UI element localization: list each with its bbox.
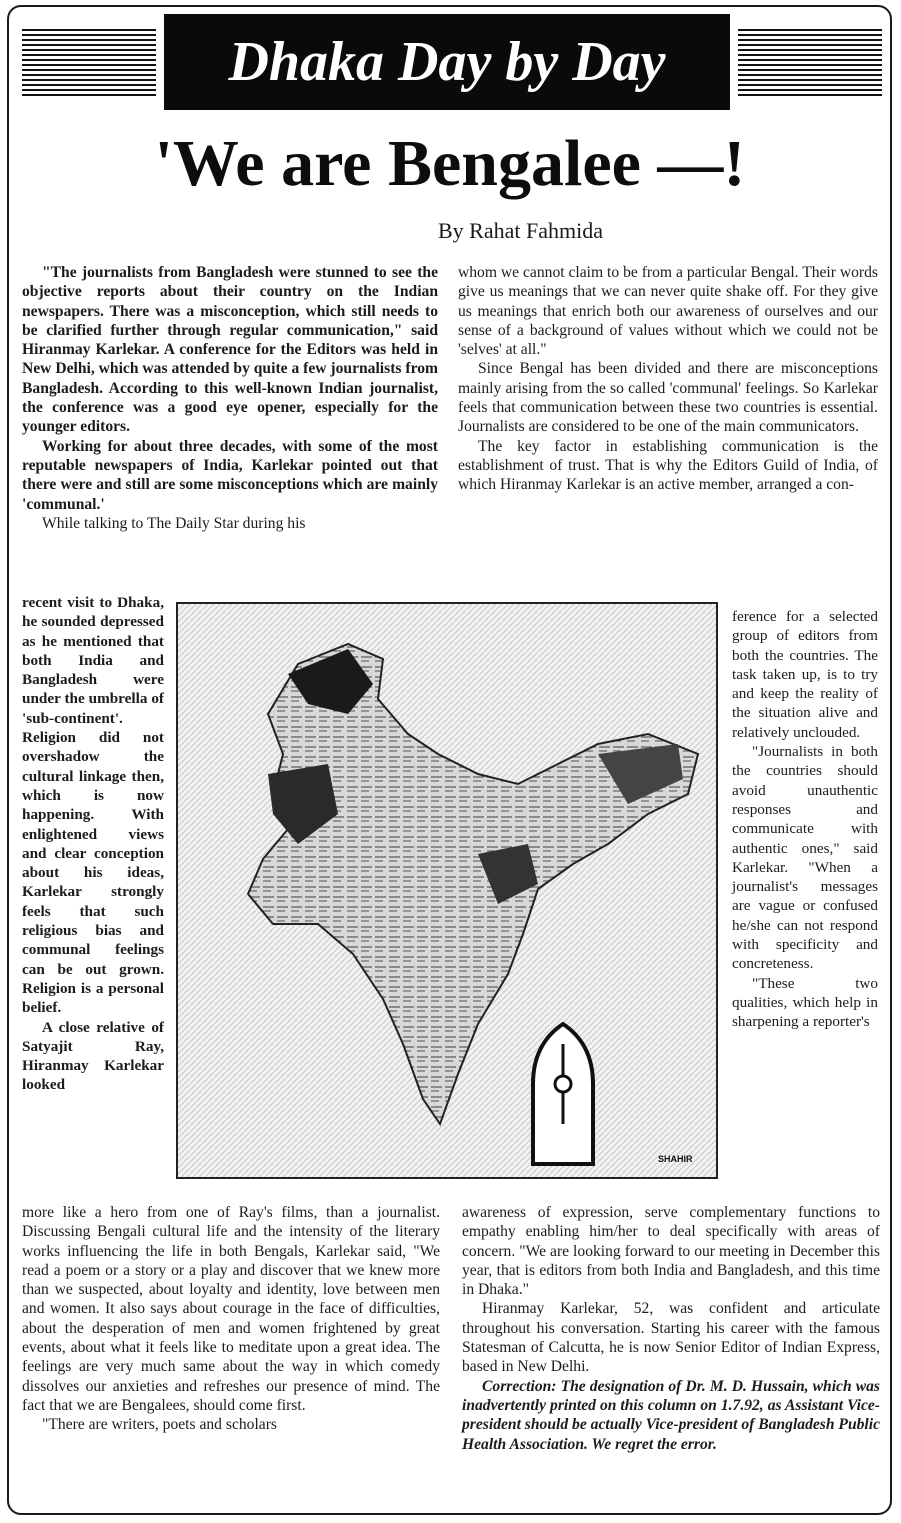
article-headline: 'We are Bengalee —!: [154, 127, 746, 200]
illustration-map-collage: [176, 602, 718, 1179]
paragraph: whom we cannot claim to be from a particular Bengal. Their words give us meanings that we can never quite shake off. For they give us meanings that enrich both our awareness of ourselves and our sense of a background of values without which we could not be 'selves' at all.": [458, 264, 878, 359]
paragraph: "Journalists in both the countries should avoid unauthentic responses and communicate with authentic ones," said Karlekar. "When a journalist's messages are vague or confused he/she can not respond with specificity and concreteness.: [732, 743, 878, 973]
pen-nib-icon: [533, 1024, 593, 1164]
right-column-top: [458, 263, 878, 495]
paragraph: The key factor in establishing communication is the establishment of trust. That is why the Editors Guild of India, of which Hiranmay Karlekar is an active member, arranged a con-: [458, 437, 878, 494]
paragraph: A close relative of Satyajit Ray, Hiranmay Karlekar looked: [22, 1018, 164, 1094]
byline-text: By Rahat Fahmida: [438, 218, 603, 243]
paragraph: "These two qualities, which help in sharpening a reporter's: [732, 974, 878, 1031]
paragraph: "There are writers, poets and scholars: [42, 1416, 277, 1434]
correction-note: Correction: The designation of Dr. M. D. Hussain, which was inadvertently printed on this column on 1.7.92, as Assistant Vice-president should be actually Vice-president of Bangladesh Public Health Association. We regret the error.: [462, 1377, 881, 1453]
left-column-top: [22, 263, 438, 533]
paragraph: Since Bengal has been divided and there are misconceptions mainly arising from the so called 'communal' feelings. So Karlekar feels that communication between these two countries is essential. Journalists are considered to be one of the main communicators.: [458, 360, 878, 436]
left-column-narrow: [22, 593, 164, 1095]
map-collage-svg: [178, 604, 716, 1177]
paragraph: awareness of expression, serve complementary functions to empathy enabling him/her to deal specifically with areas of concern. "We are looking forward to our meeting in December this year, that is editors from both India and Bangladesh, and this time in Dhaka.": [462, 1204, 880, 1299]
paragraph: recent visit to Dhaka, he sounded depressed as he mentioned that both India and Bangladesh were under the umbrella of 'sub-continent'. Religion did not overshadow the cultural linkage then, which is now happening. With enlightened views and clear conception about his ideas, Karlekar strongly feels that such religious bias and communal feelings can be out grown. Religion is a personal belief.: [22, 594, 164, 1017]
byline: [0, 218, 901, 244]
paragraph: more like a hero from one of Ray's films, than a journalist. Discussing Bengali cultural life and the intensity of the literary works influencing the life in both Bengals, Karlekar said, "We read a poem or a story or a play and discover that we knew more than we suspected, about loyalty and identity, love between men and women. It also says about courage in the face of difficulties, about the desperation of men and women frightened by great events, about what it feels like to meditate upon a great idea. The feelings are very much same about the way in which comedy dissolves our anxieties and refreshes our presence of mind. The fact that we are Bengalees, should come first.: [22, 1204, 440, 1414]
paragraph: Working for about three decades, with some of the most reputable newspapers of India, Karlekar pointed out that there were and still are some misconceptions which are mainly 'communal.': [22, 437, 438, 513]
right-column-narrow: [732, 607, 878, 1032]
column-title: Dhaka Day by Day: [156, 14, 738, 110]
paragraph: Hiranmay Karlekar, 52, was confident and articulate throughout his conversation. Starting his career with the famous Statesman of Calcutta, he is now Senior Editor of Indian Express, based in New Delhi.: [462, 1300, 880, 1376]
right-column-bottom: [462, 1203, 880, 1454]
illustrator-signature: SHAHIR: [658, 1154, 693, 1164]
paragraph: ference for a selected group of editors from both the countries. The task taken up, is to try and keep the reality of the situation alive and relatively unclouded.: [732, 608, 878, 741]
left-column-bottom: [22, 1203, 440, 1435]
masthead-banner: [22, 14, 882, 110]
paragraph: "The journalists from Bangladesh were stunned to see the objective reports about their country on the Indian newspapers. There was a misconception, which still needs to be clarified further through regular communication," said Hiranmay Karlekar. A conference for the Editors was held in New Delhi, which was attended by quite a few journalists from Bangladesh. According to this well-known Indian journalist, the conference was a good eye opener, especially for the younger editors.: [22, 264, 438, 436]
paragraph: While talking to The Daily Star during his: [42, 514, 306, 532]
